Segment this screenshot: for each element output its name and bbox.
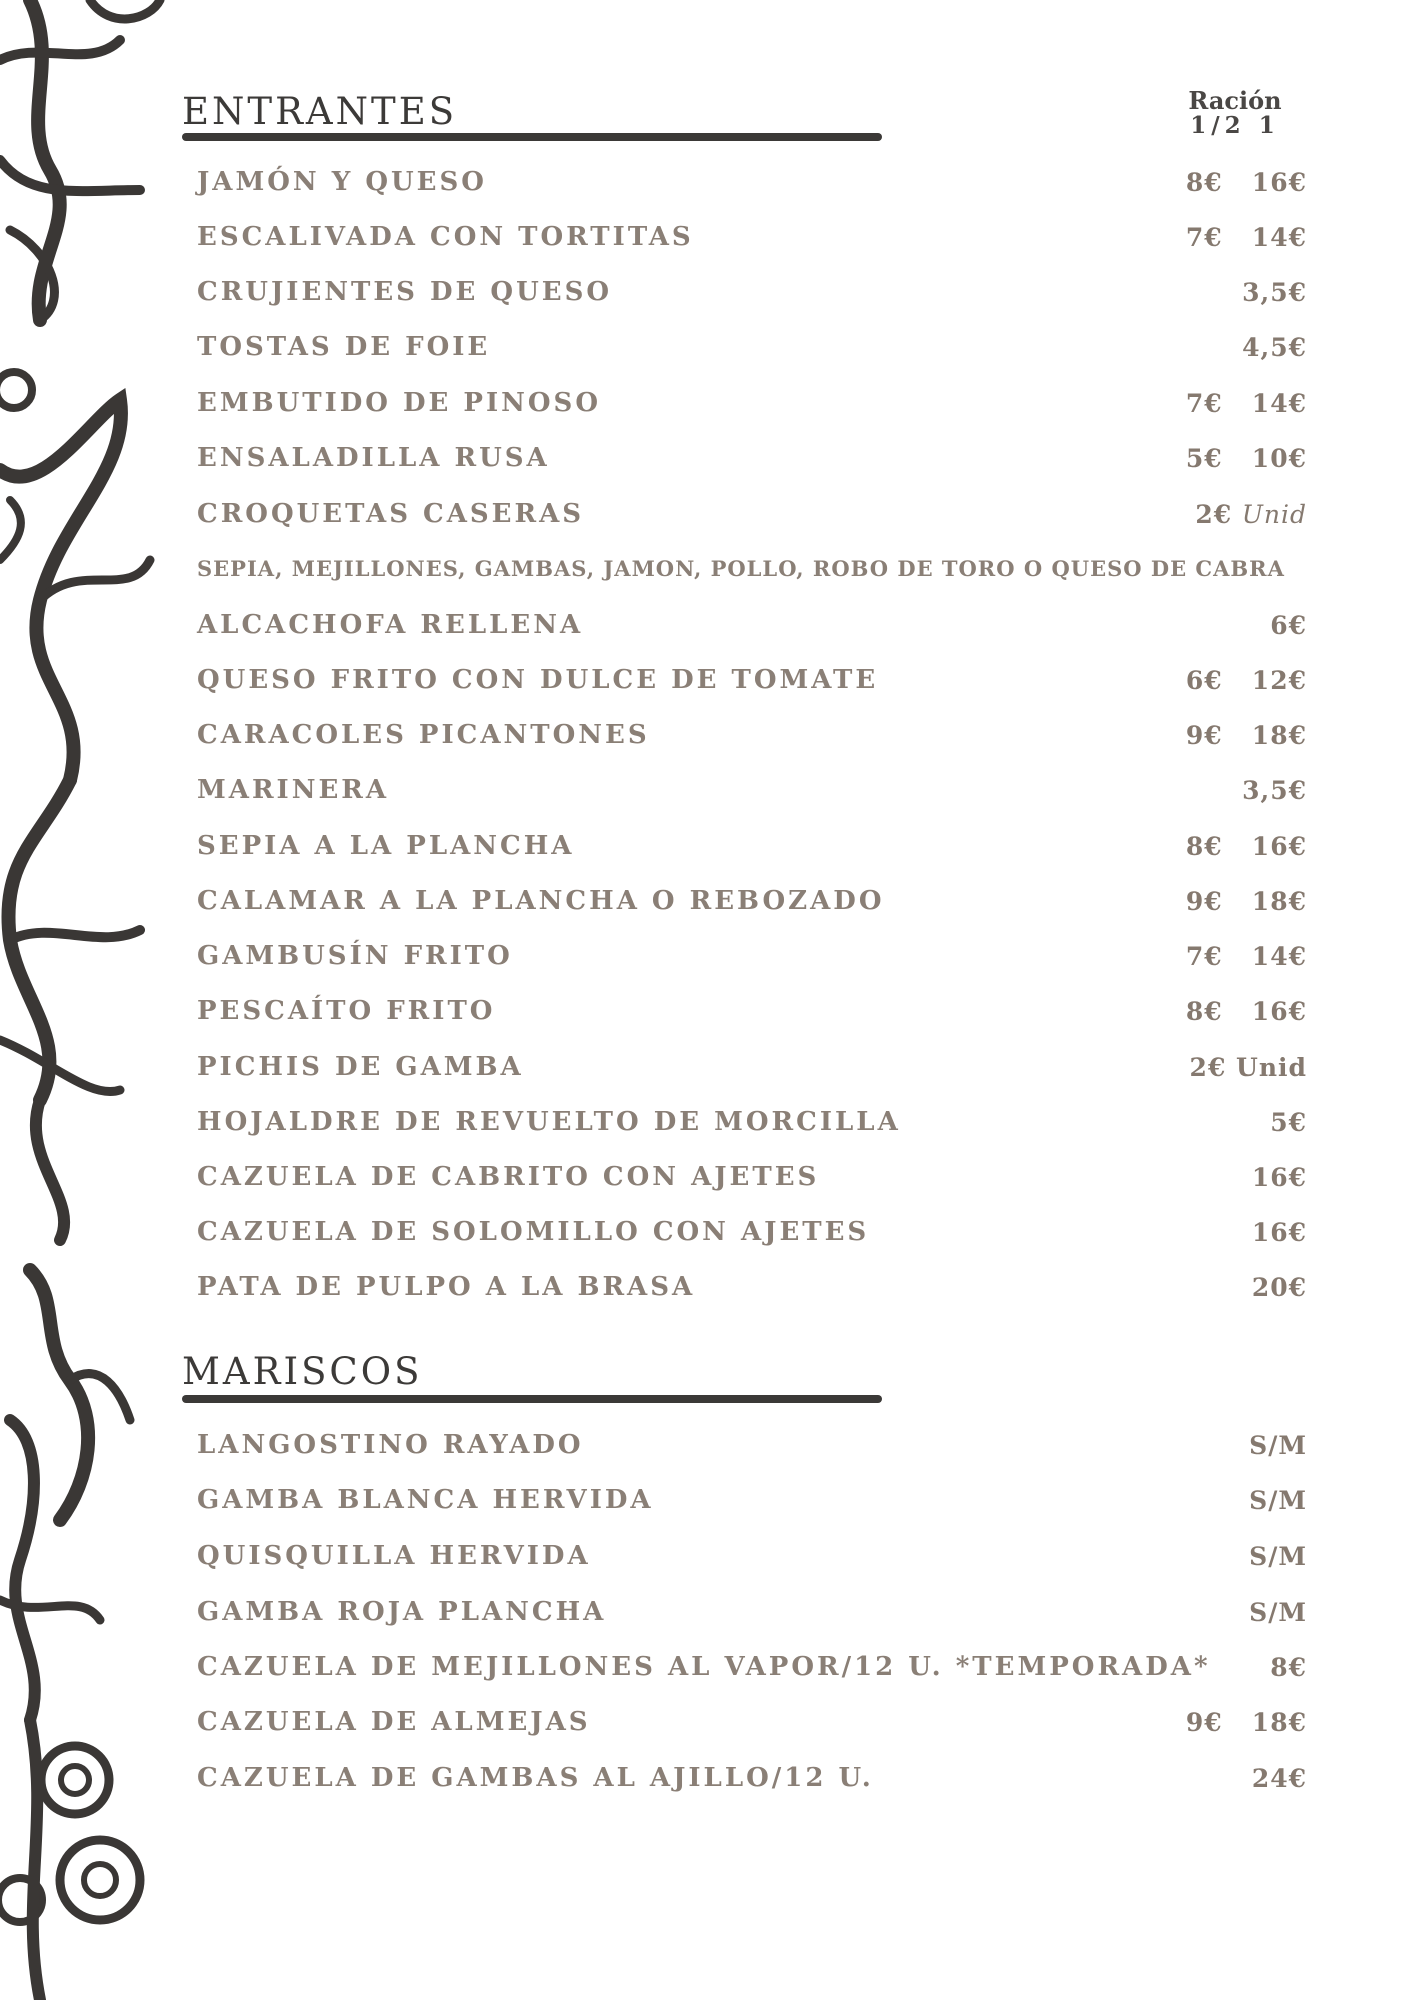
item-name: CAZUELA DE ALMEJAS — [197, 1707, 591, 1737]
menu-item — [197, 1047, 1307, 1087]
item-price: 2€ Unid — [1189, 1052, 1307, 1082]
item-price: 8€ 16€ — [1185, 996, 1307, 1026]
item-name: ALCACHOFA RELLENA — [197, 610, 584, 640]
menu-item — [197, 1157, 1307, 1197]
item-price: 20€ — [1251, 1272, 1307, 1302]
menu-item — [197, 1592, 1307, 1632]
item-price: 5€ 10€ — [1185, 443, 1307, 473]
menu-item — [197, 438, 1307, 478]
full-portion-label: 1 — [1258, 112, 1280, 139]
menu-item — [197, 1102, 1307, 1142]
menu-item — [197, 1480, 1307, 1520]
menu-item — [197, 770, 1307, 810]
item-price: 5€ — [1270, 1107, 1307, 1137]
item-name: TOSTAS DE FOIE — [197, 332, 491, 362]
item-price: S/M — [1249, 1485, 1307, 1515]
half-portion-label: 1/2 — [1190, 112, 1246, 139]
menu-item — [197, 217, 1307, 257]
menu-item — [197, 660, 1307, 700]
item-price: 8€ 16€ — [1185, 167, 1307, 197]
item-price: S/M — [1249, 1430, 1307, 1460]
portion-header-label: Ración — [1188, 86, 1282, 115]
item-price: 7€ 14€ — [1185, 222, 1307, 252]
mariscos-rule — [182, 1395, 882, 1403]
item-price-value: 2€ — [1195, 499, 1233, 529]
item-price: 16€ — [1251, 1217, 1307, 1247]
item-name: ENSALADILLA RUSA — [197, 443, 550, 473]
menu-item — [197, 1425, 1307, 1465]
item-name: HOJALDRE DE REVUELTO DE MORCILLA — [197, 1107, 901, 1137]
item-name: JAMÓN Y QUESO — [197, 167, 487, 197]
menu-item — [197, 1212, 1307, 1252]
item-name: CAZUELA DE MEJILLONES AL VAPOR/12 U. *TEMPORADA* — [197, 1652, 1211, 1682]
floral-vine-icon — [0, 0, 165, 2000]
item-price: 6€ — [1270, 610, 1307, 640]
item-price: S/M — [1249, 1597, 1307, 1627]
menu-item — [197, 1702, 1307, 1742]
croquetas-flavors-note: SEPIA, MEJILLONES, GAMBAS, JAMON, POLLO, ROBO DE TORO O QUESO DE CABRA — [197, 556, 1285, 581]
menu-item — [197, 1536, 1307, 1576]
item-name: MARINERA — [197, 775, 390, 805]
item-name: CAZUELA DE CABRITO CON AJETES — [197, 1162, 820, 1192]
item-name: EMBUTIDO DE PINOSO — [197, 388, 601, 418]
menu-item — [197, 272, 1307, 312]
item-name: QUISQUILLA HERVIDA — [197, 1541, 591, 1571]
item-price: 7€ 14€ — [1185, 388, 1307, 418]
item-name: PESCAÍTO FRITO — [197, 996, 496, 1026]
item-price: 16€ — [1251, 1162, 1307, 1192]
item-price: 7€ 14€ — [1185, 941, 1307, 971]
item-name: PATA DE PULPO A LA BRASA — [197, 1272, 696, 1302]
item-name: QUESO FRITO CON DULCE DE TOMATE — [197, 665, 879, 695]
menu-item — [197, 991, 1307, 1031]
item-name: GAMBA BLANCA HERVIDA — [197, 1485, 654, 1515]
item-name: CAZUELA DE GAMBAS AL AJILLO/12 U. — [197, 1763, 874, 1793]
item-price: 9€ 18€ — [1185, 886, 1307, 916]
item-name: CROQUETAS CASERAS — [197, 499, 585, 529]
entrantes-title: ENTRANTES — [182, 90, 458, 133]
menu-item — [197, 605, 1307, 645]
item-name: CRUJIENTES DE QUESO — [197, 277, 612, 307]
menu-item — [197, 162, 1307, 202]
menu-item — [197, 1758, 1307, 1798]
item-price: 9€ 18€ — [1185, 1707, 1307, 1737]
item-price-unit: Unid — [1241, 499, 1307, 529]
item-name: CARACOLES PICANTONES — [197, 720, 650, 750]
item-name: GAMBUSÍN FRITO — [197, 941, 513, 971]
menu-item — [197, 383, 1307, 423]
menu-item — [197, 1647, 1307, 1687]
menu-item — [197, 715, 1307, 755]
menu-item — [197, 881, 1307, 921]
entrantes-rule — [182, 133, 882, 141]
item-price: 8€ — [1270, 1652, 1307, 1682]
item-name: SEPIA A LA PLANCHA — [197, 831, 575, 861]
item-price — [1097, 500, 1307, 529]
menu-item — [197, 1267, 1307, 1307]
item-name: CAZUELA DE SOLOMILLO CON AJETES — [197, 1217, 870, 1247]
item-price: S/M — [1249, 1541, 1307, 1571]
menu-item — [197, 327, 1307, 367]
item-price: 6€ 12€ — [1185, 665, 1307, 695]
item-name: PICHIS DE GAMBA — [197, 1052, 524, 1082]
item-price: 9€ 18€ — [1185, 720, 1307, 750]
menu-item — [197, 826, 1307, 866]
item-price: 3,5€ — [1242, 775, 1307, 805]
portion-column-header — [1180, 88, 1290, 138]
item-price: 8€ 16€ — [1185, 831, 1307, 861]
item-price: 4,5€ — [1242, 332, 1307, 362]
item-name: ESCALIVADA CON TORTITAS — [197, 222, 694, 252]
mariscos-title: MARISCOS — [182, 1350, 423, 1393]
menu-item — [197, 936, 1307, 976]
item-name: LANGOSTINO RAYADO — [197, 1430, 584, 1460]
item-name: GAMBA ROJA PLANCHA — [197, 1597, 607, 1627]
item-name: CALAMAR A LA PLANCHA O REBOZADO — [197, 886, 885, 916]
item-price: 24€ — [1251, 1763, 1307, 1793]
item-price: 3,5€ — [1242, 277, 1307, 307]
menu-item — [197, 494, 1307, 534]
